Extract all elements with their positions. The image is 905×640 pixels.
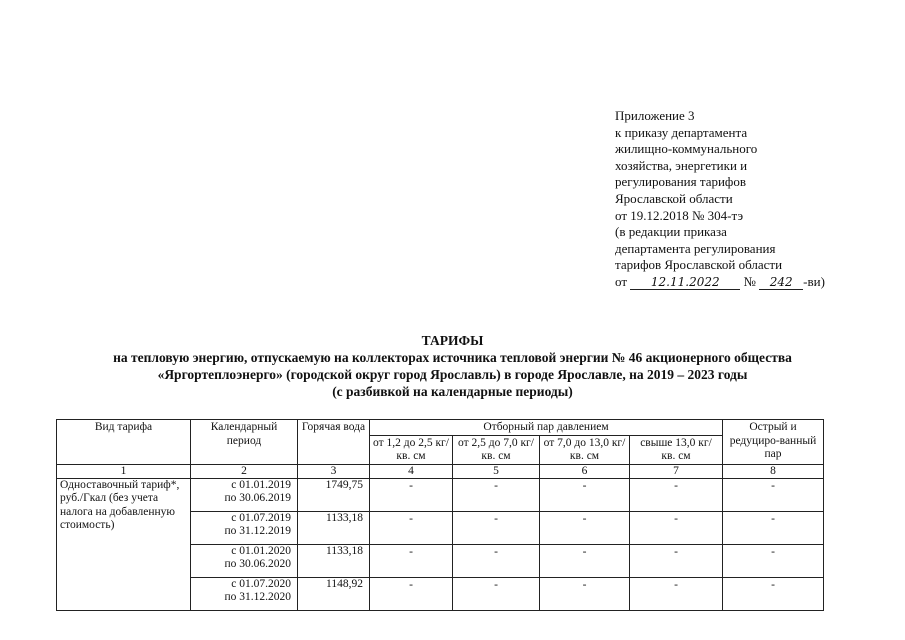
sharp-steam-value: - [723,511,824,544]
header-steam-sub-4: свыше 13,0 кг/ кв. см [630,435,723,464]
appendix-line: департамента регулирования [615,240,776,256]
period-from: с 01.07.2019 [231,511,291,524]
appendix-line: регулирования тарифов [615,174,746,190]
period-to: по 31.12.2019 [224,525,291,537]
column-number: 1 [57,464,191,478]
period-to: по 30.06.2020 [224,558,291,570]
period-cell [191,511,298,544]
steam-value: - [453,544,540,577]
appendix-line: к приказу департамента [615,124,748,140]
appendix-line: Ярославской области [615,190,733,206]
sharp-steam-value: - [723,478,824,511]
appendix-line: Приложение 3 [615,108,695,123]
header-sharp-steam: Острый и редуциро-ванный пар [723,420,824,465]
header-steam-group: Отборный пар давлением [370,420,723,436]
steam-value: - [453,577,540,610]
period-from: с 01.01.2020 [231,544,291,557]
column-number: 4 [370,464,453,478]
column-number: 5 [453,464,540,478]
steam-value: - [453,511,540,544]
steam-value: - [540,577,630,610]
amendment-suffix: -ви) [803,273,825,289]
period-cell [191,478,298,511]
appendix-line: от 19.12.2018 № 304-тэ [615,207,744,223]
header-hot-water: Горячая вода [298,420,370,465]
steam-value: - [540,478,630,511]
title-line: (с разбивкой на календарные периоды) [332,384,573,399]
steam-value: - [630,544,723,577]
sharp-steam-value: - [723,544,824,577]
header-tariff-type: Вид тарифа [57,420,191,465]
column-number: 6 [540,464,630,478]
steam-value: - [630,478,723,511]
steam-value: - [453,478,540,511]
tariff-label: Одноставочный тариф*, руб./Гкал (без учета налога на добавленную стоимость) [57,478,191,610]
amendment-prefix: от [615,273,628,289]
period-from: с 01.01.2019 [231,478,291,491]
steam-value: - [370,478,453,511]
column-number: 8 [723,464,824,478]
hot-water-value: 1148,92 [298,577,370,610]
tariff-table [56,419,824,611]
steam-value: - [540,544,630,577]
steam-value: - [630,511,723,544]
column-number: 7 [630,464,723,478]
period-cell [191,577,298,610]
period-cell [191,544,298,577]
handwritten-number: 242 [759,275,803,290]
title-main: ТАРИФЫ [421,333,484,348]
period-from: с 01.07.2020 [231,577,291,590]
period-to: по 30.06.2019 [224,492,291,504]
column-number: 3 [298,464,370,478]
column-number: 2 [191,464,298,478]
appendix-line: (в редакции приказа [615,224,727,240]
sharp-steam-value: - [723,577,824,610]
steam-value: - [370,577,453,610]
appendix-amendment-line [615,274,855,291]
period-to: по 31.12.2020 [224,591,291,603]
steam-value: - [370,511,453,544]
header-calendar-period: Календарный период [191,420,298,465]
hot-water-value: 1133,18 [298,511,370,544]
appendix-line: хозяйства, энергетики и [615,157,748,173]
appendix-line: жилищно-коммунального [615,141,758,157]
steam-value: - [630,577,723,610]
title-line: на тепловую энергию, отпускаемую на коллекторах источника тепловой энергии № 46 акционерного общества [113,350,792,365]
column-number-row [57,464,824,478]
document-title [0,332,905,400]
hot-water-value: 1749,75 [298,478,370,511]
title-line: «Яргортеплоэнерго» (городской округ город Ярославль) в городе Ярославле, на 2019 – 2023 годы [157,367,748,382]
handwritten-date: 12.11.2022 [630,275,740,290]
appendix-block [615,108,855,291]
hot-water-value: 1133,18 [298,544,370,577]
steam-value: - [370,544,453,577]
header-steam-sub-3: от 7,0 до 13,0 кг/ кв. см [540,435,630,464]
number-sign: № [743,273,756,289]
header-steam-sub-2: от 2,5 до 7,0 кг/ кв. см [453,435,540,464]
steam-value: - [540,511,630,544]
appendix-line: тарифов Ярославской области [615,257,783,273]
table-row [57,478,824,511]
header-steam-sub-1: от 1,2 до 2,5 кг/ кв. см [370,435,453,464]
